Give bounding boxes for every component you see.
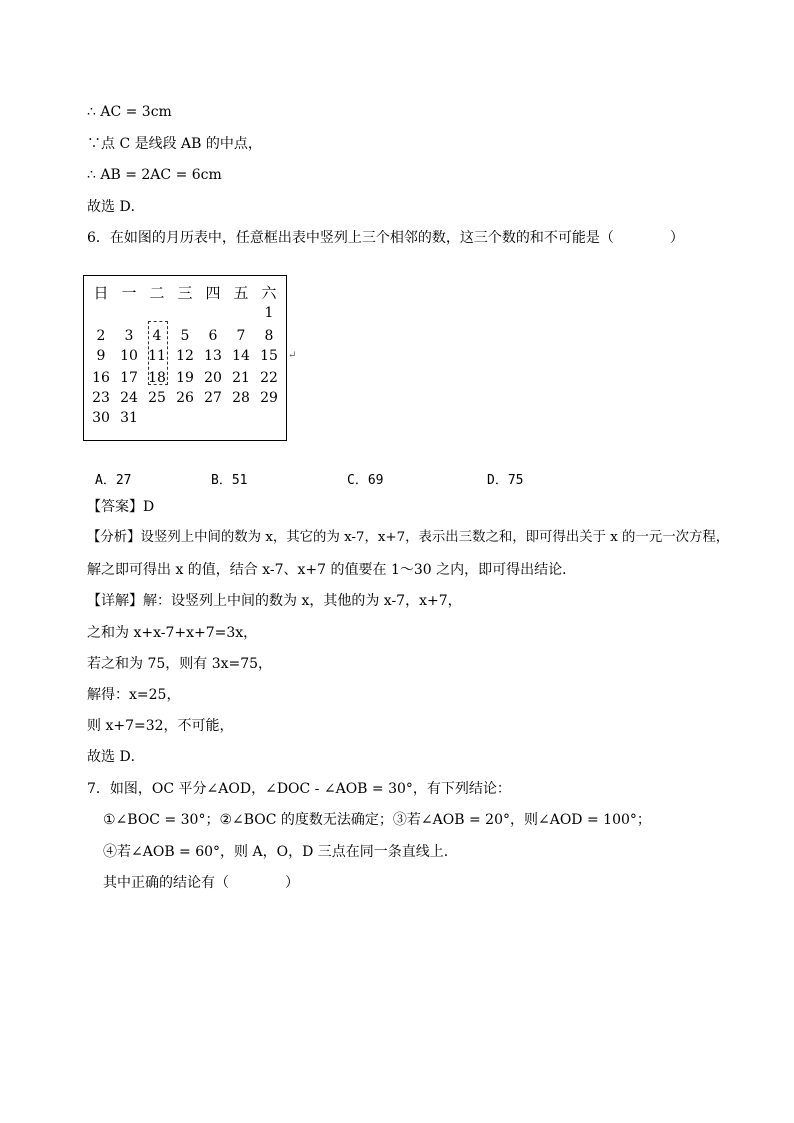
calendar-day: 31 [120,410,138,426]
calendar-day: 19 [176,370,194,386]
prev-line-2: ∵点 C 是线段 AB 的中点， [87,136,262,152]
weekday-header: 五 [233,284,249,302]
weekday-header: 四 [205,284,221,302]
weekday-header: 六 [261,284,277,302]
calendar-day: 14 [232,348,250,364]
prev-line-1: ∴ AC = 3cm [87,104,172,120]
weekday-header: 一 [121,284,137,302]
q7-line-4: 其中正确的结论有（ ） [103,875,299,891]
calendar-day: 16 [92,370,110,386]
calendar-day: 13 [204,348,222,364]
calendar-day: 4 [152,328,162,344]
weekday-header: 二 [149,284,165,302]
detail-line-6: 故选 D． [87,749,145,765]
calendar-day: 22 [260,370,278,386]
calendar-day: 30 [92,410,110,426]
calendar-day: 7 [236,328,246,344]
calendar-day: 5 [180,328,190,344]
calendar-day: 23 [92,390,110,406]
calendar-day: 17 [120,370,138,386]
calendar-day: 9 [96,348,106,364]
calendar-day: 24 [120,390,138,406]
calendar-day: 3 [124,328,134,344]
calendar-day: 18 [148,370,166,386]
option-b: B．51 [211,473,248,488]
q7-line-3: ④若∠AOB = 60°，则 A，O，D 三点在同一条直线上． [103,844,458,860]
return-mark-icon: ↵ [288,350,297,361]
detail-line-1: 【详解】解：设竖列上中间的数为 x，其他的为 x-7，x+7， [87,593,462,609]
option-c: C．69 [347,473,384,488]
calendar-day: 2 [96,328,106,344]
calendar-day: 11 [148,348,166,364]
calendar-day: 8 [264,328,274,344]
calendar-table [83,275,287,441]
calendar-day: 26 [176,390,194,406]
prev-line-3: ∴ AB = 2AC = 6cm [87,167,222,183]
analysis-line-2: 解之即可得出 x 的值，结合 x-7、x+7 的值要在 1～30 之内，即可得出结论． [87,562,577,578]
option-a: A．27 [95,473,132,488]
q7-line-2: ①∠BOC = 30°；②∠BOC 的度数无法确定；③若∠AOB = 20°，则∠AOD = 100°； [103,812,651,828]
calendar-day: 20 [204,370,222,386]
detail-line-3: 若之和为 75，则有 3x=75， [87,656,273,672]
calendar-day: 25 [148,390,166,406]
weekday-header: 日 [93,284,109,302]
calendar-day: 12 [176,348,194,364]
prev-line-4: 故选 D． [87,199,145,215]
calendar-day: 15 [260,348,278,364]
q7-stem: 7．如图，OC 平分∠AOD，∠DOC - ∠AOB = 30°，有下列结论： [87,781,511,797]
detail-line-5: 则 x+7=32，不可能， [87,718,234,734]
calendar-day: 28 [232,390,250,406]
calendar-day: 29 [260,390,278,406]
calendar-day: 1 [264,305,274,321]
detail-line-2: 之和为 x+x-7+x+7=3x， [87,625,258,641]
detail-line-4: 解得：x=25， [87,687,181,703]
calendar-day: 21 [232,370,250,386]
analysis-line-1: 【分析】设竖列上中间的数为 x，其它的为 x-7，x+7，表示出三数之和，即可得出关于 x 的一元一次方程， [87,530,730,545]
answer: 【答案】D [87,499,155,515]
q6-stem: 6．在如图的月历表中，任意框出表中竖列上三个相邻的数，这三个数的和不可能是（ ） [87,230,684,246]
weekday-header: 三 [177,284,193,302]
calendar-day: 10 [120,348,138,364]
calendar-day: 6 [208,328,218,344]
option-d: D．75 [487,473,524,488]
calendar-day: 27 [204,390,222,406]
